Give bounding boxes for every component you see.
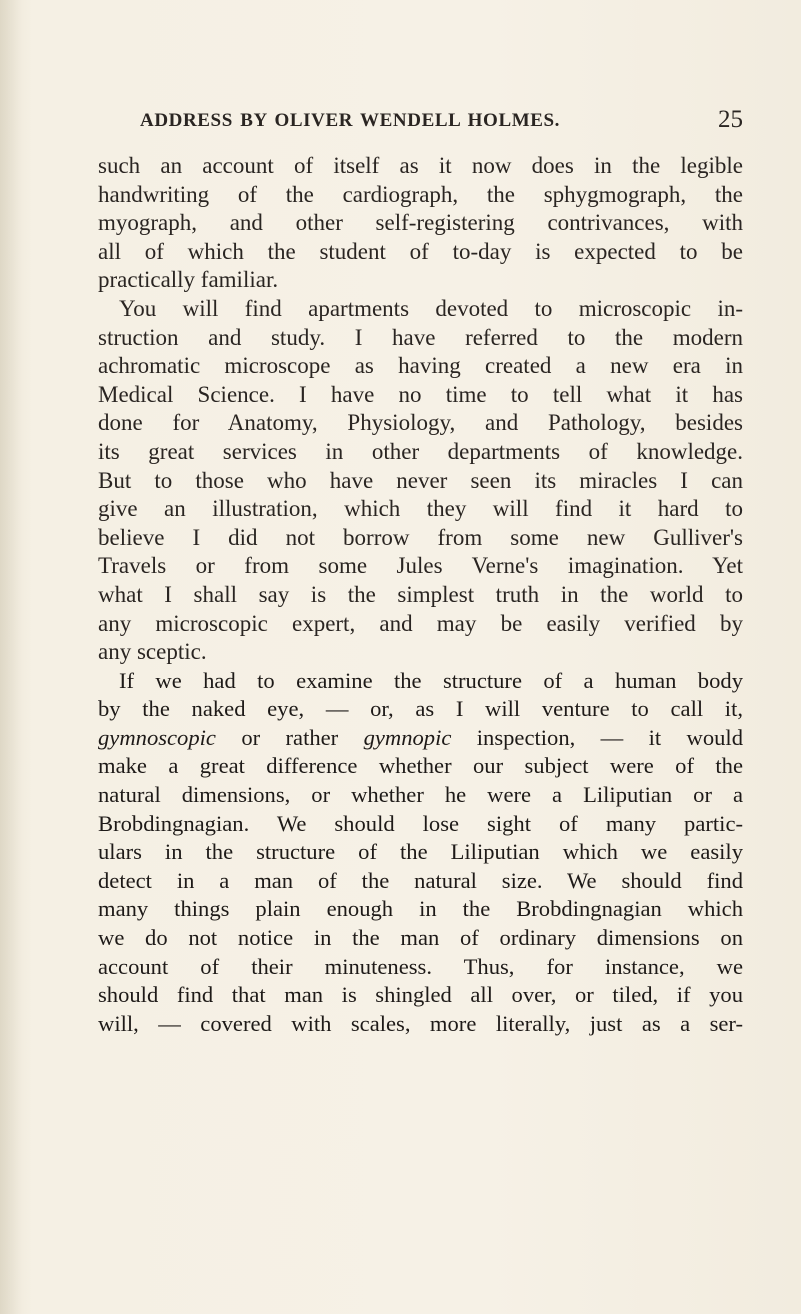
- text-line: by the naked eye, — or, as I will venture to call it,: [98, 696, 743, 722]
- text-line: many things plain enough in the Brobdingnagian which: [98, 896, 743, 922]
- text-line: achromatic microscope as having created a new era in: [98, 353, 743, 379]
- text-line: give an illustration, which they will find it hard to: [98, 496, 743, 522]
- text-line: If we had to examine the structure of a human body: [119, 667, 743, 693]
- body-text: [98, 152, 743, 1038]
- text-line: detect in a man of the natural size. We should find: [98, 867, 743, 893]
- text-line-with-italics: [98, 724, 743, 753]
- page-gutter-shadow: [0, 0, 22, 1314]
- text-line: all of which the student of to-day is expected to be: [98, 238, 743, 264]
- text-line: done for Anatomy, Physiology, and Pathology, besides: [98, 410, 743, 436]
- running-head: ADDRESS BY OLIVER WENDELL HOLMES.: [140, 110, 561, 131]
- text-line: handwriting of the cardiograph, the sphygmograph, the: [98, 181, 743, 207]
- text-line: Brobdingnagian. We should lose sight of many partic-: [98, 810, 743, 836]
- text-line: believe I did not borrow from some new Gulliver's: [98, 524, 743, 550]
- text-fragment: inspection, — it would: [451, 724, 743, 750]
- text-line: struction and study. I have referred to the modern: [98, 324, 743, 350]
- text-line: Medical Science. I have no time to tell what it has: [98, 381, 743, 407]
- page-header: [140, 106, 743, 140]
- italic-term: gymnopic: [363, 724, 452, 750]
- text-line: will, — covered with scales, more literally, just as a ser-: [98, 1010, 743, 1036]
- text-line: Travels or from some Jules Verne's imagination. Yet: [98, 553, 743, 579]
- text-line: account of their minuteness. Thus, for instance, we: [98, 953, 743, 979]
- connector-text: or rather: [215, 724, 364, 750]
- text-line: we do not notice in the man of ordinary dimensions on: [98, 925, 743, 951]
- text-line: what I shall say is the simplest truth in the world to: [98, 581, 743, 607]
- text-line: But to those who have never seen its miracles I can: [98, 467, 743, 493]
- text-line: any microscopic expert, and may be easily verified by: [98, 610, 743, 636]
- text-line: myograph, and other self-registering contrivances, with: [98, 210, 743, 236]
- text-line: You will find apartments devoted to microscopic in-: [119, 295, 743, 321]
- text-line: any sceptic.: [98, 639, 207, 665]
- text-line: make a great difference whether our subject were of the: [98, 753, 743, 779]
- text-line: such an account of itself as it now does in the legible: [98, 153, 743, 178]
- page-number: 25: [718, 106, 743, 133]
- text-line: should find that man is shingled all over, or tiled, if you: [98, 982, 743, 1008]
- text-line: its great services in other departments of knowledge.: [98, 438, 743, 464]
- italic-term: gymnoscopic: [98, 724, 216, 750]
- text-line: ulars in the structure of the Liliputian which we easily: [98, 839, 743, 865]
- text-line: practically familiar.: [98, 267, 279, 293]
- text-line: natural dimensions, or whether he were a Liliputian or a: [98, 782, 743, 808]
